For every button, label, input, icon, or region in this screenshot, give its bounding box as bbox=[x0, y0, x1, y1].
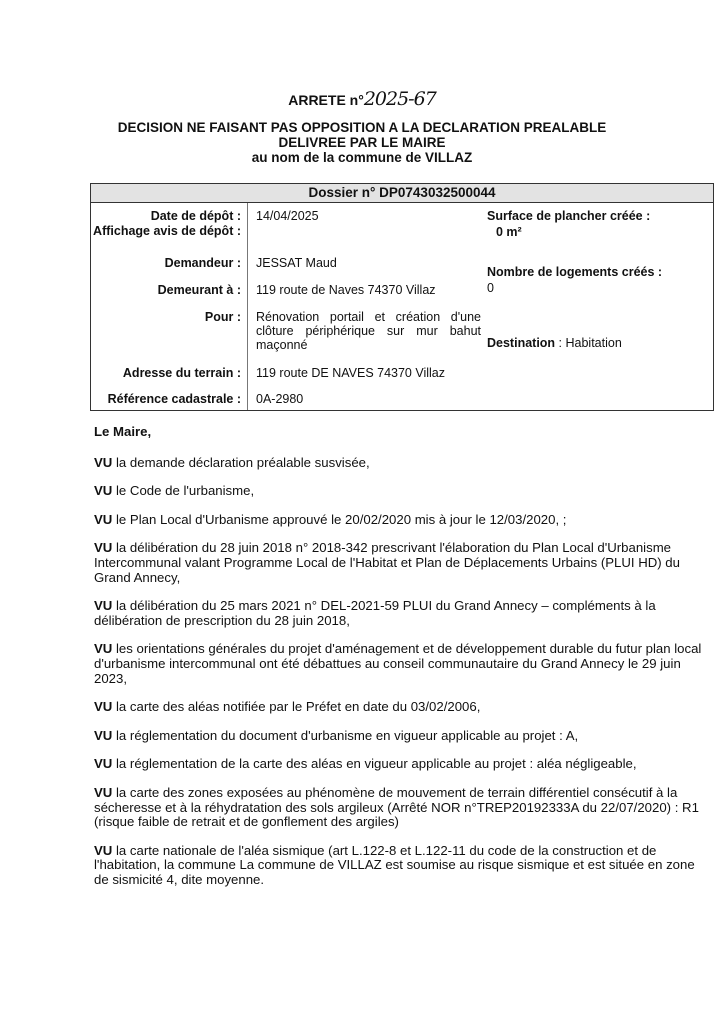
title-line-3: au nom de la commune de VILLAZ bbox=[251, 150, 473, 165]
date-depot-value: 14/04/2025 bbox=[256, 209, 319, 223]
vu-label: VU bbox=[94, 842, 113, 858]
title-line-2: DELIVREE PAR LE MAIRE bbox=[278, 135, 446, 150]
vu-label: VU bbox=[94, 598, 113, 614]
vu-text: les orientations générales du projet d'aménagement et de développement durable du futur plan local d'urbanisme intercommunal ont été débattues au conseil communautaire du Grand Annecy le 29 juin 2023, bbox=[94, 641, 702, 686]
vu-label: VU bbox=[94, 699, 113, 715]
vu-paragraph bbox=[94, 456, 704, 471]
logements-label: Nombre de logements créés : bbox=[487, 265, 663, 279]
le-maire-heading: Le Maire, bbox=[94, 424, 152, 439]
date-depot-label: Date de dépôt : bbox=[150, 209, 241, 223]
column-divider bbox=[247, 203, 248, 410]
vu-label: VU bbox=[94, 454, 113, 470]
pour-value: Rénovation portail et création d'une clôture périphérique sur mur bahut maçonné bbox=[256, 310, 481, 352]
demandeur-value: JESSAT Maud bbox=[256, 256, 337, 270]
vu-label: VU bbox=[94, 511, 113, 527]
vu-label: VU bbox=[94, 756, 113, 772]
pour-label: Pour : bbox=[204, 310, 241, 324]
vu-paragraph bbox=[94, 700, 704, 715]
vu-label: VU bbox=[94, 540, 113, 556]
vu-text: la délibération du 25 mars 2021 n° DEL-2021-59 PLUI du Grand Annecy – compléments à la délibération de prescription du 28 juin 2018, bbox=[94, 598, 656, 628]
destination-label: Destination bbox=[487, 336, 556, 350]
reference-label: Référence cadastrale : bbox=[107, 392, 241, 406]
vu-paragraph bbox=[94, 757, 704, 772]
vu-paragraph bbox=[94, 484, 704, 499]
vu-label: VU bbox=[94, 727, 113, 743]
vu-label: VU bbox=[94, 641, 113, 657]
destination-row bbox=[487, 336, 711, 350]
arrete-label: ARRETE n° bbox=[288, 92, 364, 108]
vu-paragraph bbox=[94, 844, 704, 888]
adresse-label: Adresse du terrain : bbox=[122, 366, 241, 380]
arrete-number-handwritten: 2025-67 bbox=[363, 88, 436, 110]
considerations bbox=[94, 425, 704, 901]
vu-paragraph bbox=[94, 786, 704, 830]
vu-text: la carte des aléas notifiée par le Préfet en date du 03/02/2006, bbox=[116, 699, 481, 715]
decision-title bbox=[0, 120, 724, 165]
vu-text: la réglementation de la carte des aléas en vigueur applicable au projet : aléa négligeable, bbox=[116, 756, 637, 772]
vu-label: VU bbox=[94, 483, 113, 499]
title-line-1: DECISION NE FAISANT PAS OPPOSITION A LA DECLARATION PREALABLE bbox=[117, 120, 607, 135]
dossier-box bbox=[90, 183, 714, 411]
destination-value: : Habitation bbox=[558, 336, 622, 350]
reference-value: 0A-2980 bbox=[256, 392, 304, 406]
vu-paragraph bbox=[94, 541, 704, 585]
dossier-title: Dossier n° DP0743032500044 bbox=[91, 184, 713, 203]
vu-label: VU bbox=[94, 784, 113, 800]
arrete-heading bbox=[0, 88, 724, 110]
vu-text: la délibération du 28 juin 2018 n° 2018-342 prescrivant l'élaboration du Plan Local d'Urbanisme Intercommunal valant Programme Local de l'Habitat et Plan de Déplacements Urbains (PLUI HD) du Grand Annecy, bbox=[94, 540, 680, 585]
vu-text: la carte nationale de l'aléa sismique (art L.122-8 et L.122-11 du code de la construction et de l'habitation, la commune La commune de VILLAZ est soumise au risque sismique et est située en zone de sismicité 4, dite moyenne. bbox=[94, 842, 695, 887]
affichage-label: Affichage avis de dépôt : bbox=[93, 224, 241, 238]
logements-value: 0 bbox=[487, 281, 494, 295]
demeurant-label: Demeurant à : bbox=[157, 283, 241, 297]
vu-text: la réglementation du document d'urbanisme en vigueur applicable au projet : A, bbox=[116, 727, 579, 743]
demeurant-value: 119 route de Naves 74370 Villaz bbox=[256, 283, 436, 297]
adresse-value: 119 route DE NAVES 74370 Villaz bbox=[256, 366, 446, 380]
vu-paragraph bbox=[94, 642, 704, 686]
vu-paragraph bbox=[94, 599, 704, 628]
surface-value: 0 m² bbox=[496, 225, 522, 239]
vu-paragraph bbox=[94, 513, 704, 528]
vu-text: le Plan Local d'Urbanisme approuvé le 20/02/2020 mis à jour le 12/03/2020, ; bbox=[116, 511, 567, 527]
surface-label: Surface de plancher créée : bbox=[487, 209, 651, 223]
vu-text: le Code de l'urbanisme, bbox=[116, 483, 255, 499]
vu-text: la carte des zones exposées au phénomène de mouvement de terrain différentiel consécutif à la sécheresse et à la réhydratation des sols argileux (Arrêté NOR n°TREP20192333A du 22/07/2020) : R1 (risque faible de retrait et de gonflement des argiles) bbox=[94, 784, 699, 830]
vu-paragraph bbox=[94, 729, 704, 744]
demandeur-label: Demandeur : bbox=[164, 256, 241, 270]
vu-text: la demande déclaration préalable susvisée, bbox=[116, 454, 370, 470]
